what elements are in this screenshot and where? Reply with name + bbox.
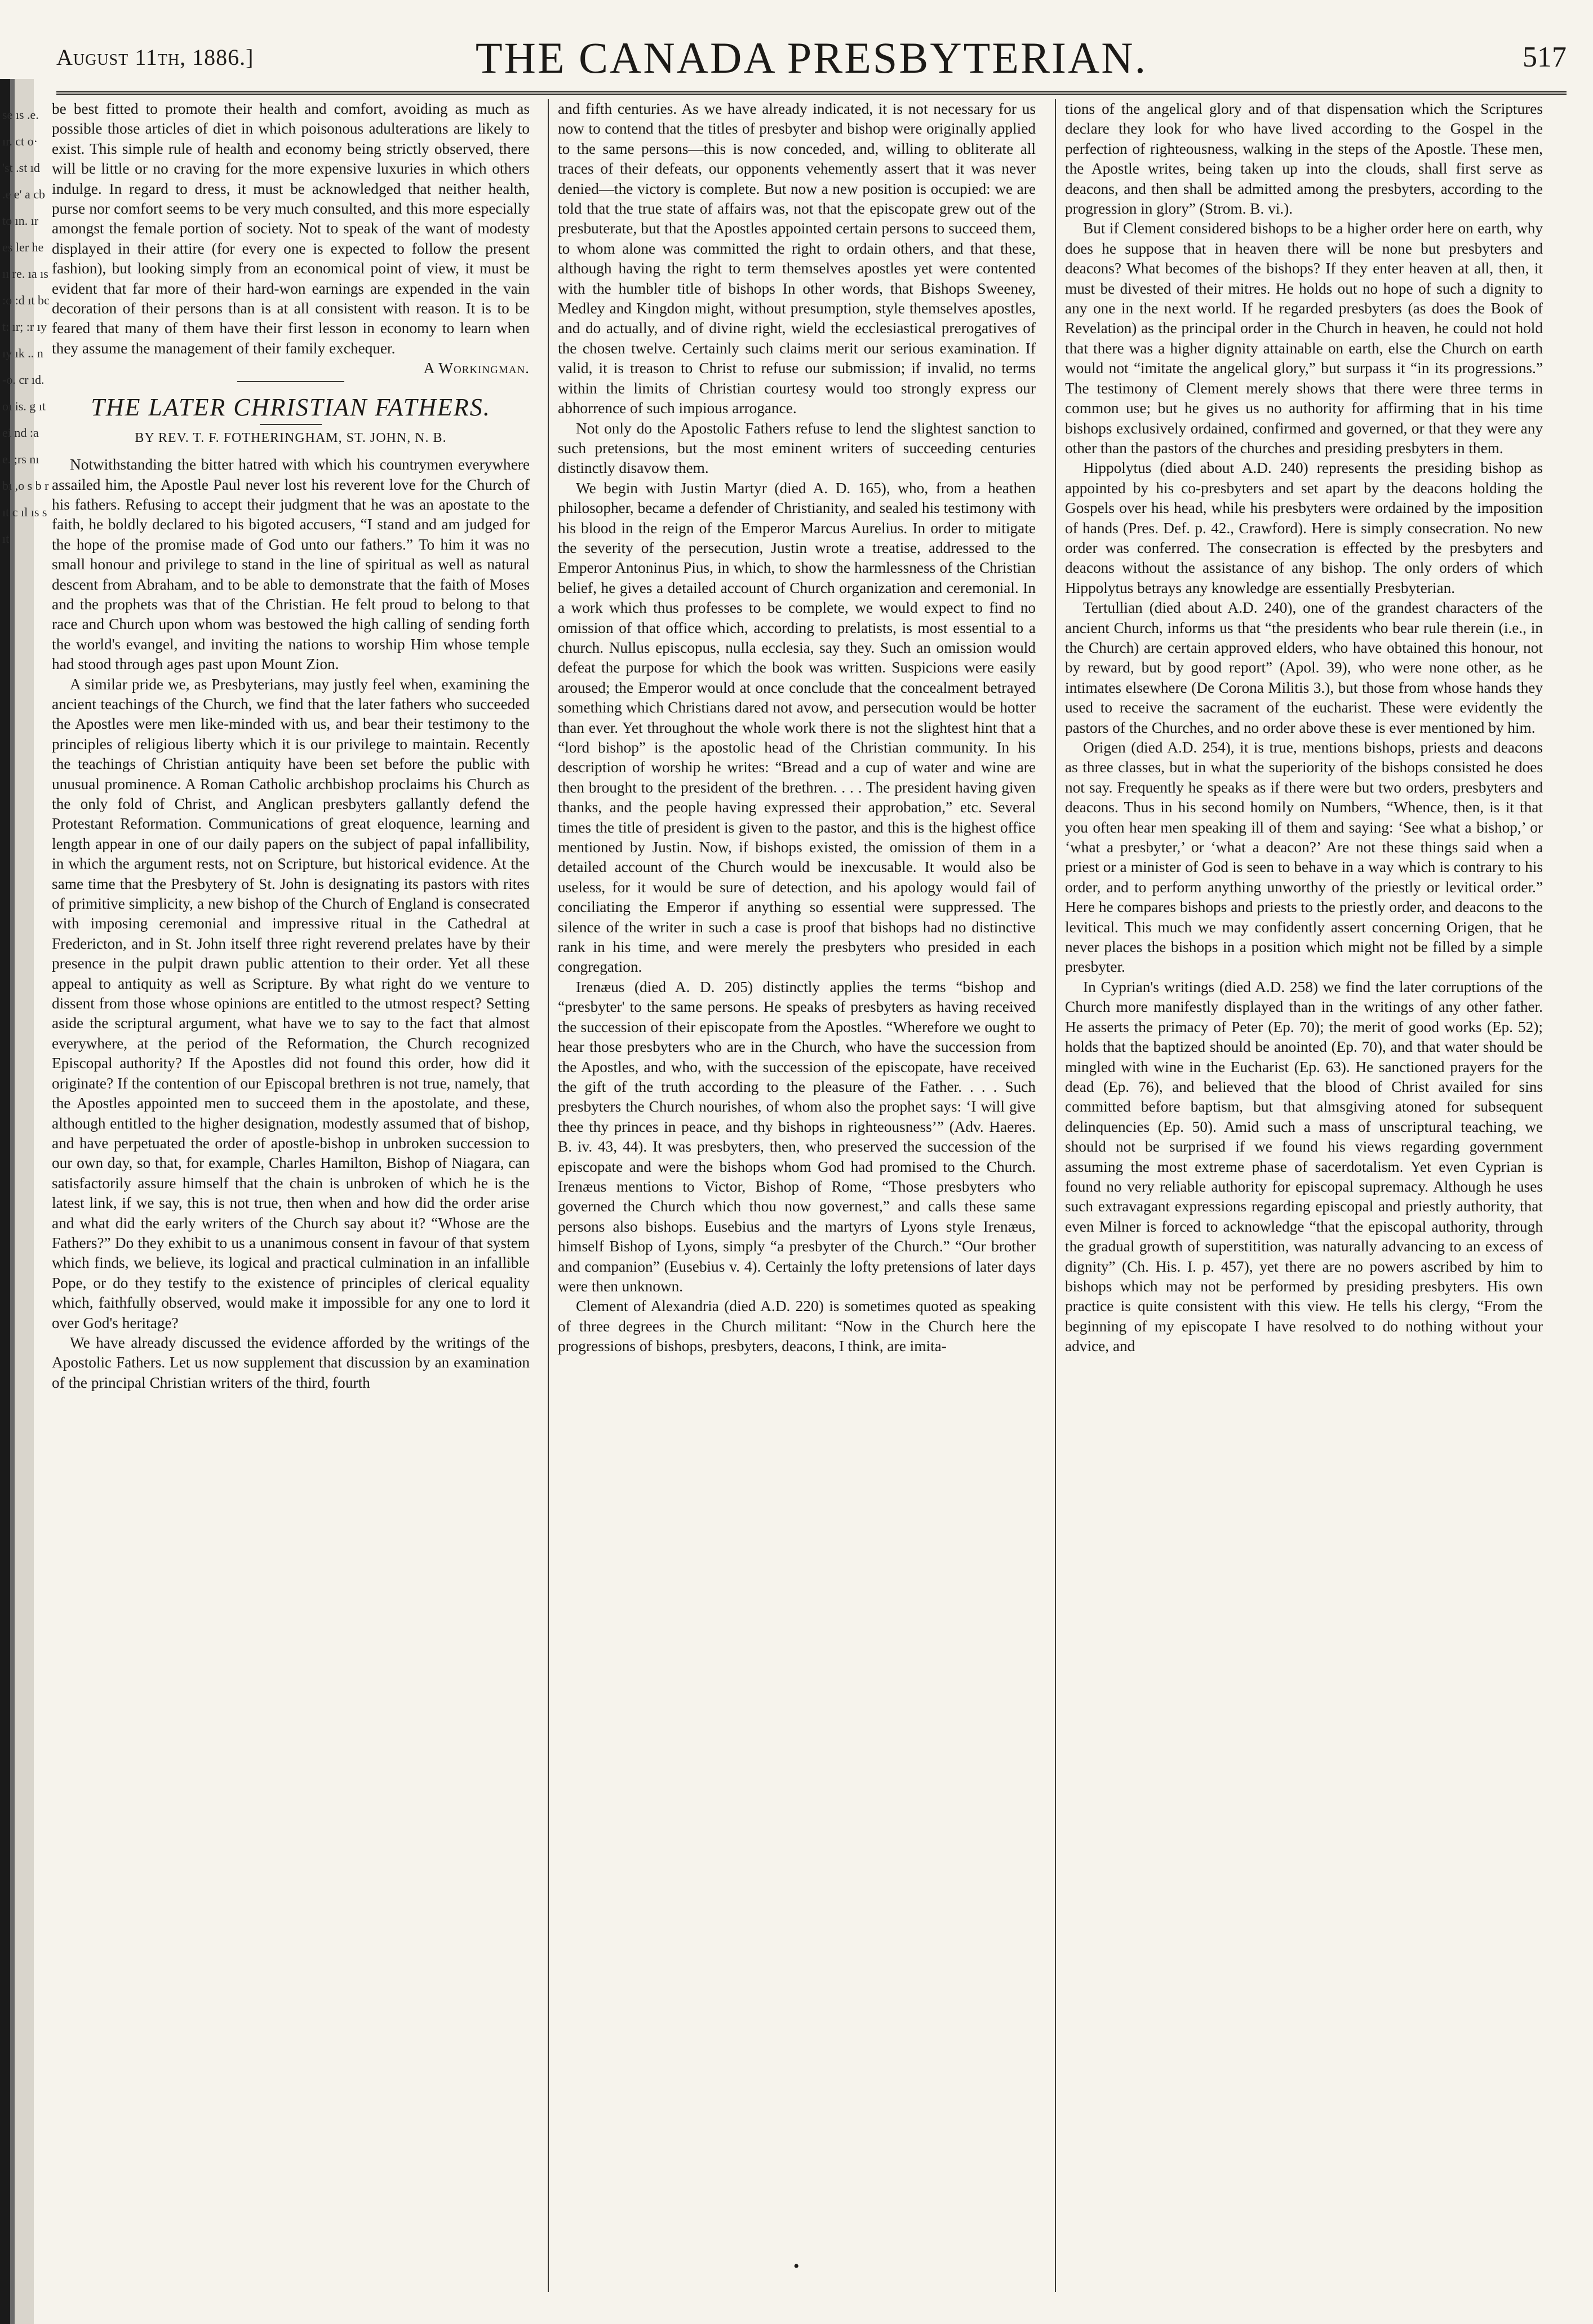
article-title: THE LATER CHRISTIAN FATHERS. [91, 393, 491, 421]
article-paragraph: Tertullian (died about A.D. 240), one of the grandest characters of the ancient Church, informs us that “the presidents who bear rule therein (i.e., in the Church) are certain approved elders, who have obtained this honour, not by reward, but by good report” (Apol. 39), who were none other, as he intimates elsewhere (De Corona Militis 3.), but those from whose hands they used to receive the sacrament of the eucharist. These were evidently the pastors of the Churches, and no order above these is ever mentioned by him. [1065, 599, 1543, 736]
article-paragraph: Origen (died A.D. 254), it is true, mentions bishops, priests and deacons as three classes, but in what the superiority of the bishops consisted he does not say. Frequently he speaks as if there were but two orders, presbyters and deacons. Thus in his second homily on Numbers, “Whence, then, is it that you often hear men speaking ill of them and saying: ‘See what a bishop,’ or ‘what a presbyter,’ or ‘what a deacon?’ Are not these things said when a priest or a minister of God is seen to behave in a way which is contrary to his order, and to perform anything unworthy of the priestly or levitical order.” Here he compares bishops and priests to the priestly order, and deacons to the levitical. This much we may confidently assert concerning Origen, that he never places the bishops in a position which might not be filled by a simple presbyter. [1065, 739, 1543, 976]
masthead-title: THE CANADA PRESBYTERIAN. [475, 33, 1148, 82]
section-divider [237, 381, 344, 382]
column-divider-1 [548, 99, 549, 2292]
article-paragraph: We begin with Justin Martyr (died A. D. 165), who, from a heathen philosopher, became a defender of Christianity, and sealed his testimony with his blood in the reign of the Emperor Marcus Aurelius. In order to mitigate the severity of the persecution, Justin wrote a treatise, addressed to the Emperor Antoninus Pius, in which, to show the harmlessness of the Christian belief, he gives a detailed account of Church organization and ceremonial. In a work which thus professes to be complete, we would expect to find no omission of that office which, according to prelatists, is most essential to a church. Nullus episcopus, nulla ecclesia, say they. Such an omission would defeat the purpose for which the book was written. Suspicions were easily aroused; the Emperor would at once conclude that the concealment betrayed something which Christians dared not avow, and persecution would be hotter than ever. Yet throughout the whole work there is not the slightest hint that a “lord bishop” is the apostolic head of the Christian community. In his description of worship he writes: “Bread and a cup of water and wine are then brought to the president of the brethren. . . . The president having given thanks, and the people having expressed their approbation,” etc. Several times the title of president is given to the pastor, and this is the highest office mentioned by Justin. Now, if bishops existed, the omission of them in a detailed account of the Church would be inexcusable. It would also be useless, for it would be sure of detection, and his apology would fail of conciliating the Emperor if anything so essential were suppressed. The silence of the writer in such a case is proof that bishops had no distinctive rank in his time, and were merely the presbyters who presided in each congregation. [558, 479, 1036, 976]
printer-mark: • [793, 2257, 800, 2276]
article-paragraph: tions of the angelical glory and of that dispensation which the Scriptures declare they look for who have lived according to the Gospel in the perfection of righteousness, walking in the steps of the Apostle. These men, the Apostle writes, being taken up into the clouds, shall first serve as deacons, and then shall be admitted among the presbyters, according to the progression in glory” (Strom. B. vi.). [1065, 100, 1543, 218]
header-rule [56, 91, 1567, 95]
gutter-fragments: se ıs .e. ır. ct o· 'st .st ıd .e e' a cb to ın. ır es ler he ıı re. ıa ıs :o :d ıt bc t: ır; :r ıy ıy ık .. n -o. cr ıd. oı is. g ıt ei nd :a e. ;rs nı bı ,o s b r ıt c ıl ıs s ıt [2, 108, 50, 546]
article-paragraph: We have already discussed the evidence afforded by the writings of the Apostolic Fathers. Let us now supplement that discussion by an examination of the principal Christian writers of the third, fourth [52, 1334, 530, 1391]
article-paragraph: But if Clement considered bishops to be a higher order here on earth, why does he suppose that in heaven there will be none but presbyters and deacons? What becomes of the bishops? If they enter heaven at all, then, it must be divested of their mitres. He holds out no hope of such a dignity to any one in the next world. If he regarded presbyters (as does the Book of Revelation) as the principal order in the Church in heaven, he could not hold that there was a higher dignity attainable on earth, else the Church on earth would not “imitate the angelical glory,” but surpass it “in its progressions.” The testimony of Clement merely shows that there were three terms in common use; but he gives us no authority for affirming that in his time bishops exclusively ordained, confirmed and governed, or that they were any other than the pastors of the churches and presiding presbyters in them. [1065, 220, 1543, 457]
letter-signature: A Workingman. [423, 360, 530, 377]
column-divider-2 [1055, 99, 1056, 2292]
letter-conclusion: be best fitted to promote their health and comfort, avoiding as much as possible those articles of diet in which poisonous adulterations are likely to exist. This simple rule of health and economy being strictly observed, there will be little or no craving for the more expensive luxuries in which others indulge. In regard to dress, it must be acknowledged that neither health, purse nor comfort seems to be very much consulted, and this more especially amongst the female portion of society. Not to speak of the want of modesty displayed in their attire (for every one is expected to follow the present fashion), but looking simply from an economical point of view, it must be evident that far more of their hard-won earnings are expended in the vain decoration of their persons than is at all consistent with reason. It is to be feared that many of them have their first lesson in economy to learn when they assume the management of their family exchequer. [52, 100, 530, 357]
page-number: 517 [1523, 41, 1567, 73]
column-3 [1065, 99, 1543, 2292]
column-2 [558, 99, 1036, 2292]
title-rule [260, 424, 322, 425]
article-paragraph: Notwithstanding the bitter hatred with which his countrymen everywhere assailed him, the Apostle Paul never lost his reverent love for the Church of his fathers. Refusing to accept their judgment that he was an apostate to the faith, he boldly declared to his bigoted accusers, “I stand and am judged for the hope of the promise made of God unto our fathers.” To him it was no small honour and privilege to stand in the line of spiritual as well as natural descent from Abraham, and to be able to demonstrate that the faith of Moses and the prophets was that of the Christian. He felt proud to belong to that race and Church upon whom was bestowed the high calling of sending forth the world's evangel, and inviting the nations to worship Him whose temple had stood through ages past upon Mount Zion. [52, 456, 530, 673]
article-byline: BY REV. T. F. FOTHERINGHAM, ST. JOHN, N. B. [135, 430, 447, 445]
column-1 [52, 99, 530, 2292]
article-paragraph: Not only do the Apostolic Fathers refuse to lend the slightest sanction to such pretensions, but the most eminent writers of succeeding centuries distinctly disavow them. [558, 419, 1036, 477]
article-paragraph: Irenæus (died A. D. 205) distinctly applies the terms “bishop and “presbyter' to the same persons. He speaks of presbyters as having received the succession of their episcopate from the Apostles. “Wherefore we ought to hear those presbyters who are in the Church, who have the succession from the Apostles, and who, with the succession of the episcopate, have received the gift of the truth according to the pleasure of the Father. . . . Such presbyters the Church nourishes, of whom also the prophet says: ‘I will give thee thy princes in peace, and thy bishops in righteousness’” (Adv. Haeres. B. iv. 43, 44). It was presbyters, then, who preserved the succession of the episcopate and were the bishops whom God had promised to the Church. Irenæus mentions to Victor, Bishop of Rome, “Those presbyters who governed the Church which thou now governest,” and calls these same persons also bishops. Eusebius and the martyrs of Lyons style Irenæus, himself Bishop of Lyons, simply “a presbyter of the Church.” “Our brother and companion” (Eusebius v. 4). Certainly the lofty pretensions of later days were then unknown. [558, 978, 1036, 1295]
article-paragraph: Clement of Alexandria (died A.D. 220) is sometimes quoted as speaking of three degrees in the Church militant: “Now in the Church here the progressions of bishops, presbyters, deacons, I think, are imita- [558, 1298, 1036, 1355]
article-paragraph: Hippolytus (died about A.D. 240) represents the presiding bishop as appointed by his co-presbyters and set apart by the deacons holding the Gospels over his head, while his presbyters were ordained by the imposition of hands (Pres. Def. p. 42., Crawford). Here is simply consecration. No new order was conferred. The consecration is effected by the presbyters and deacons without the assistance of any bishop. The only orders of which Hippolytus betrays any knowledge are essentially Presbyterian. [1065, 459, 1543, 596]
article-paragraph: In Cyprian's writings (died A.D. 258) we find the later corruptions of the Church more manifestly displayed than in the writings of any other father. He asserts the primacy of Peter (Ep. 70); the merit of good works (Ep. 52); holds that the baptized should be anointed (Ep. 70), and that water should be mingled with wine in the Eucharist (Ep. 63). He sanctioned prayers for the dead (Ep. 76), and believed that the blood of Christ availed for sins committed before baptism, but that almsgiving atoned for subsequent delinquencies (Ep. 50). Amid such a mass of unscriptural teaching, we should not be surprised if we found his views regarding government assuming the most extreme phase of sacerdotalism. Yet even Cyprian is found no very reliable authority for episcopal supremacy. Although he uses such extravagant expressions regarding episcopal and priestly authority, that even Milner is forced to acknowledge “that the episcopal authority, through the gradual growth of superstitition, was naturally advancing to an excess of dignity” (Ch. His. I. p. 457), yet there are no powers ascribed by him to bishops which may not be performed by presiding presbyters. His own practice is quite consistent with this view. He tells his clergy, “From the beginning of my episcopate I have resolved to do nothing without your advice, and [1065, 978, 1543, 1355]
issue-date: August 11th, 1886.] [56, 45, 254, 70]
page-header [56, 29, 1567, 97]
article-paragraph: and fifth centuries. As we have already indicated, it is not necessary for us now to contend that the titles of presbyter and bishop were originally applied to the same persons—this is now conceded, and, willing to obliterate all traces of their defeats, our opponents vehemently assert that it was never denied—the victory is complete. But now a new position is occupied: we are told that the true state of affairs was, not that the episcopate grew out of the presbuterate, but that the Apostles appointed certain persons to succeed them, to whom alone was committed the right to ordain others, and that these, although having the right to term themselves apostles yet were contented with the humbler title of bishops In other words, that Bishops Sweeney, Medley and Kingdon might, without presumption, style themselves apostles, and do actually, and of divine right, wield the ecclesiastical prerogatives of the chosen twelve. Certainly such claims merit our serious examination. If valid, it is treason to Christ to refuse our submission; if invalid, no terms within the limits of Christian courtesy would too strongly express our abhorrence of such impious arrogance. [558, 100, 1036, 417]
article-paragraph: A similar pride we, as Presbyterians, may justly feel when, examining the ancient teachings of the Church, we find that the later fathers who succeeded the Apostles were men like-minded with us, and bear their testimony to the principles of religious liberty which it is our privilege to maintain. Recently the teachings of Christian antiquity have been set before the public with unusual prominence. A Roman Catholic archbishop proclaims his Church as the only fold of Christ, and Anglican presbyters gallantly defend the Protestant Reformation. Communications of great eloquence, learning and length appear in one of our daily papers on the subject of papal infallibility, in which the argument rests, not on Scripture, but historical evidence. At the same time that the Presbytery of St. John is designating its pastors with rites of primitive simplicity, a new bishop of the Church of England is consecrated with imposing ceremonial and impressive ritual in the Cathedral at Fredericton, and in St. John itself three right reverend prelates have by their presence in the pulpit drawn public attention to their order. Yet all these appeal to antiquity as well as Scripture. By what right do we venture to dissent from those whose opinions are entitled to the utmost respect? Setting aside the scriptural argument, what have we to say to the fact that almost everywhere, at the period of the Reformation, the Church recognized Episcopal authority? If the Apostles did not found this order, how did it originate? If the contention of our Episcopal brethren is not true, namely, that the Apostles appointed men to succeed them in the apostolate, and these, although entitled to the higher designation, modestly assumed that of bishop, and have perpetuated the order of apostle-bishop in unbroken succession to our own day, so that, for example, Charles Hamilton, Bishop of Niagara, can satisfactorily assure himself that the chain is unbroken of which he is the latest link, if we say, this is not true, then when and how did the order arise and what did the early writers of the Church say about it? “Whose are the Fathers?” Do they exhibit to us a unanimous consent in favour of that system which finds, we believe, its logical and practical culmination in an infallible Pope, or do they testify to the existence of principles of clerical equality which, faithfully observed, would make it impossible for any one to lord it over God's heritage? [52, 675, 530, 1331]
